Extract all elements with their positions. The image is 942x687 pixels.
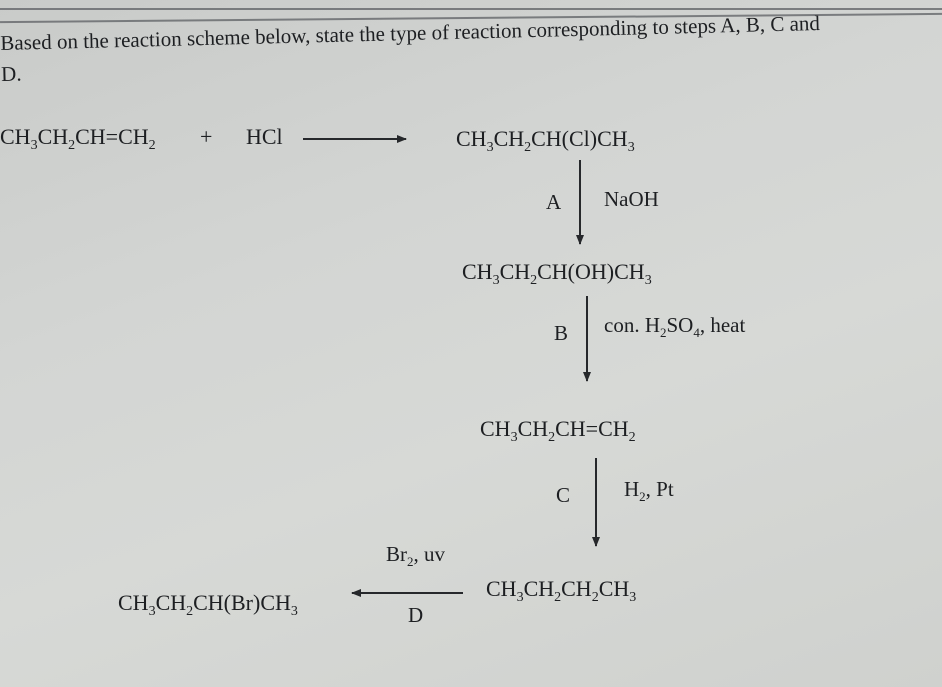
step-a-label: A — [546, 190, 562, 214]
product-butane: $CH_3CH_2CH_2CH_3$ — [486, 576, 637, 605]
step-b-label: B — [554, 321, 569, 345]
step-c-label: C — [556, 483, 571, 507]
reactant-butene: $CH_3CH_2CH=CH_2$ — [0, 124, 156, 153]
product-chlorobutane: $CH_3CH_2CH(Cl)CH_3$ — [456, 126, 635, 155]
step-d-label: D — [408, 603, 424, 627]
step-c-reagent: $H_2$, Pt — [624, 477, 674, 504]
step-d-reagent: $Br_2$, uv — [386, 542, 445, 569]
question-line-2: D. — [0, 61, 22, 86]
product-bromobutane: $CH_3CH_2CH(Br)CH_3$ — [118, 590, 298, 619]
question-line-1: Based on the reaction scheme below, state the type of reaction corresponding to steps A, B, C and — [0, 10, 821, 55]
step-a-reagent: NaOH — [604, 187, 659, 211]
product-butene: $CH_3CH_2CH=CH_2$ — [480, 416, 636, 445]
reagent-hcl: HCl — [246, 124, 283, 149]
product-butanol: $CH_3CH_2CH(OH)CH_3$ — [462, 259, 652, 288]
step-b-reagent: con. $H_2SO_4$, heat — [604, 313, 746, 340]
plus-sign: + — [200, 124, 213, 149]
